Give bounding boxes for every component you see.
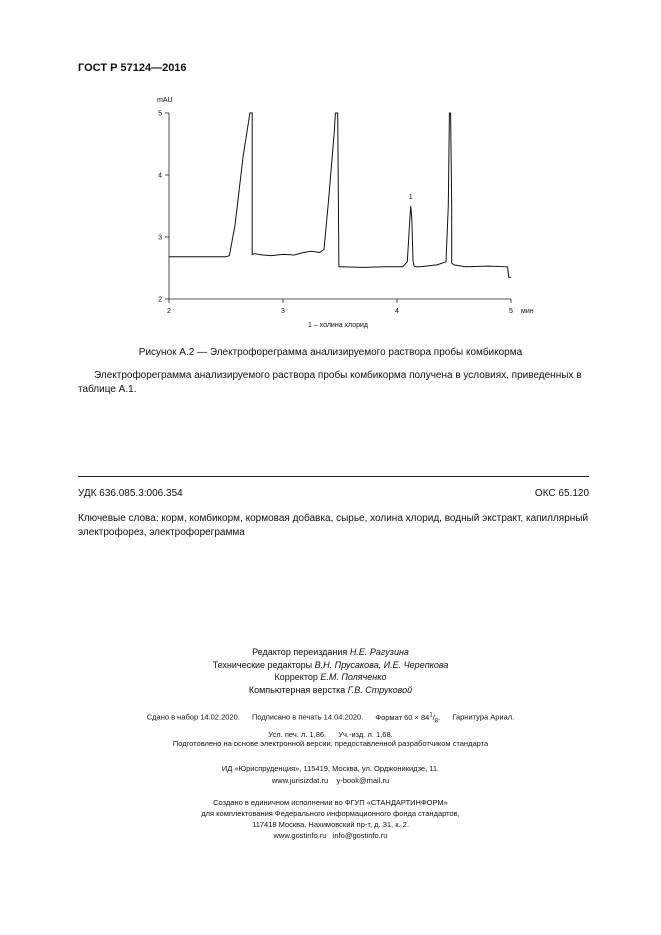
publisher-site-link[interactable]: www.jurisizdat.ru [271,776,329,785]
oks-code: ОКС 65.120 [534,488,589,499]
x-tick-label-5: 5 [509,308,513,315]
figure-caption: Рисунок А.2 — Электрофореграмма анализируемого раствора пробы комбикорма [138,347,523,358]
peak-annotation-1: 1 [408,193,413,201]
gostinfo-site-link[interactable]: www.gostinfo.ru [273,831,327,840]
print-info [0,709,661,741]
description-paragraph: Электрофореграмма анализируемого раствора пробы комбикорма получена в условиях, приведенных в таблице А.1. [78,370,582,395]
x-tick-label-4: 4 [395,308,399,315]
y-axis-label: mAU [157,97,173,104]
x-tick-label-2: 2 [167,308,171,315]
electropherogram-chart [150,92,550,334]
publisher-block: ИД «Юриспруденция», 115419, Москва, ул. Орджоникидзе, 11. www.jurisizdat.ru y-book@mail.ru [221,764,440,785]
x-tick-label-3: 3 [281,308,285,315]
keywords: Ключевые слова: корм, комбикорм, кормовая добавка, сырье, холина хлорид, водный экстракт, капиллярный электрофорез, электрофореграмма [78,513,589,538]
production-block: Создано в единичном исполнении во ФГУП «СТАНДАРТИНФОРМ» для комплектования Федерального информационного фонда стандартов, 117418 Москва, Нахимовский пр-т, д. 31, к. 2. www.gostinfo.ru info@gostinfo.ru [201,798,460,840]
print-info-line1: Сдано в набор 14.02.2020. Подписано в печать 14.04.2020. Формат $60 \times 84^1/_8$. Гарнитура Ариал. [146,712,515,724]
credits-block [0,646,661,696]
series-line-0 [169,113,511,277]
udk-code: УДК 636.085.3:006.354 [78,488,183,499]
credit-editor: Редактор переиздания Н.Е. Рагузина [252,647,409,657]
y-tick-label-2: 2 [158,296,162,304]
y-tick-label-3: 3 [158,234,162,242]
credit-layout: Компьютерная верстка Г.В. Струковой [248,684,413,695]
peak-legend: 1 – холина хлорид [308,322,368,329]
gostinfo-email-link[interactable]: info@gostinfo.ru [332,831,388,840]
divider [78,476,589,477]
format-value: Формат $60 \times 84^1/_8$. [375,712,441,724]
credit-tech-editors: Технические редакторы В.Н. Прусакова, И.Е. Черепкова [212,659,449,670]
x-axis-label: мин [521,308,534,315]
print-info-line2: Усл. печ. л. 1,86. Уч.-изд. л. 1,68. [268,730,393,739]
basis-note: Подготовлено на основе электронной версии, предоставленной разработчиком стандарта [172,739,489,748]
y-tick-label-4: 4 [158,172,162,180]
y-tick-label-5: 5 [158,110,162,118]
publisher-email-link[interactable]: y-book@mail.ru [336,776,390,785]
credit-corrector: Корректор Е.М. Поляченко [274,672,387,682]
standard-header: ГОСТ Р 57124—2016 [78,62,187,74]
